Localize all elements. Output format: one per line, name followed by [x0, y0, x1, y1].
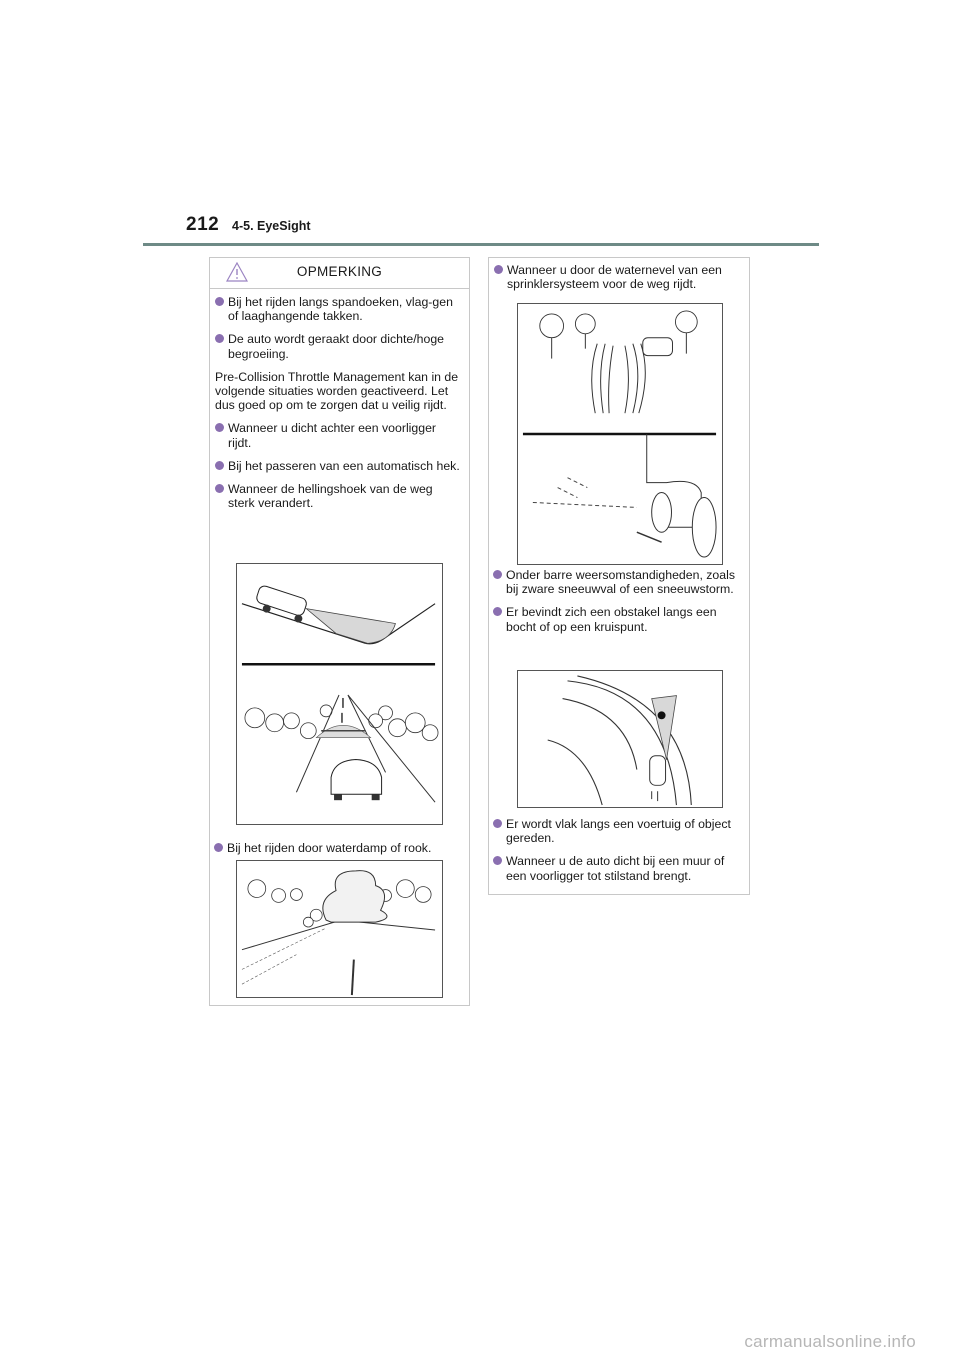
list-item: [215, 332, 469, 360]
watermark: carmanualsonline.info: [744, 1332, 916, 1351]
item-text: Wanneer u de auto dicht bij een muur of een voorligger tot stilstand brengt.: [506, 854, 725, 883]
bullet-icon: [493, 819, 502, 828]
list-item: [493, 854, 743, 882]
list-item: [493, 568, 743, 596]
bullet-icon: [215, 484, 224, 493]
illustration-slope-and-gate: [236, 563, 443, 825]
bullet-icon: [493, 570, 502, 579]
item-text: Wanneer u door de waternevel van een sprinklersysteem voor de weg rijdt.: [507, 263, 722, 292]
list-item: [493, 817, 743, 845]
paragraph: Pre-Collision Throttle Management kan in de volgende situaties worden geactiveerd. Let dus goed op om te zorgen dat u veilig rijdt.: [215, 369, 459, 413]
section-title: 4-5. EyeSight: [232, 219, 311, 233]
bullet-icon: [215, 334, 224, 343]
header-rule: [143, 243, 819, 246]
bullet-icon: [494, 265, 503, 274]
right-bottom-items: [493, 817, 743, 883]
bullet-icon: [493, 856, 502, 865]
item-text: Er bevindt zich een obstakel langs een bocht of op een kruispunt.: [506, 605, 717, 634]
bullet-icon: [493, 607, 502, 616]
list-item: [214, 841, 485, 855]
item-text: Er wordt vlak langs een voertuig of object gereden.: [506, 817, 731, 846]
bullet-icon: [215, 461, 224, 470]
bullet-icon: [215, 423, 224, 432]
item-text: Bij het rijden langs spandoeken, vlag-gen of laaghangende takken.: [228, 295, 453, 324]
item-text: Onder barre weersomstandigheden, zoals bij zware sneeuwval of een sneeuwstorm.: [506, 568, 735, 597]
list-item: [215, 459, 469, 473]
list-item: [215, 421, 469, 449]
illustration-sprinkler: [517, 303, 723, 565]
bullet-icon: [214, 843, 223, 852]
list-item: [493, 605, 743, 633]
page-number: 212: [186, 214, 220, 235]
item-text: Wanneer de hellingshoek van de weg sterk verandert.: [228, 482, 433, 511]
right-mid-items: [493, 568, 743, 634]
note-title: OPMERKING: [296, 264, 383, 279]
list-item: [215, 482, 469, 510]
note-header: [210, 258, 469, 289]
item-text: Bij het rijden door waterdamp of rook.: [227, 841, 432, 855]
list-item: [494, 263, 749, 291]
list-item: [215, 295, 469, 323]
bullet-icon: [215, 297, 224, 306]
item-text: Wanneer u dicht achter een voorligger rijdt.: [228, 421, 437, 450]
illustration-curve-obstacle: [517, 670, 723, 808]
illustration-smoke: [236, 860, 443, 998]
item-text: De auto wordt geraakt door dichte/hoge begroeiing.: [228, 332, 445, 361]
item-text: Bij het passeren van een automatisch hek.: [228, 458, 460, 473]
